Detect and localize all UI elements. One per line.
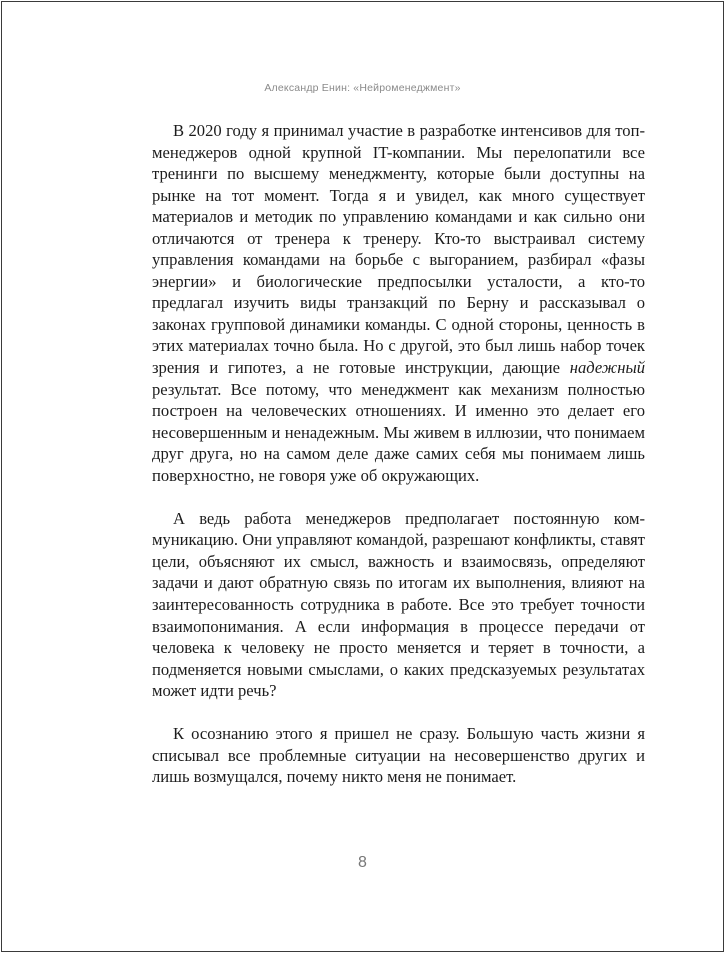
paragraph: А ведь работа менеджеров предполагает постоянную коммуникацию. Они управляют командой, разрешают конфликты, ставят цели, объясняют их смысл, важность и взаимосвязь, определяют задачи и дают обратную связь по итогам их выполнения, влияют на заинтересованность сотрудника в работе. Все это требует точности взаимопонимания. А если информация в процессе передачи от человека к человеку не просто меняется и теряет в точности, а подменяется новыми смыслами, о каких предсказуемых результатах может идти речь? — [152, 508, 645, 701]
book-page — [1, 1, 724, 952]
emphasis-text: надежный — [569, 358, 645, 378]
body-text — [152, 120, 645, 788]
paragraph-text: результат. Все потому, что менеджмент как механизм полностью построен на человеческих отношениях. И именно это делает его несовершенным и ненадежным. Мы живем в иллюзии, что понимаем друг друга, но на самом деле даже самих себя мы понимаем лишь поверхностно, не говоря уже об окружающих. — [152, 379, 645, 485]
paragraph: К осознанию этого я пришел не сразу. Большую часть жизни я списывал все проблемные ситуации на несовершенство других и лишь возмущался, почему никто меня не понимает. — [152, 724, 645, 787]
running-head: Александр Енин: «Нейроменеджмент» — [264, 82, 461, 94]
paragraph — [152, 120, 645, 486]
page-number: 8 — [358, 854, 367, 871]
paragraph-text: В 2020 году я принимал участие в разработке интенсивов для топ-менеджеров одной крупной IT-компании. Мы перелопатили все тренинги по высшему менеджменту, которые были доступны на рынке на тот момент. Тогда я и увидел, как много существует материалов и методик по управлению командами и как сильно они отличаются от тренера к тренеру. Кто-то выстраивал систему управления командами на борьбе с выгоранием, разбирал «фазы энергии» и биологические предпосылки усталости, а кто-то предлагал изучить виды транзакций по Берну и рассказывал о законах групповой динамики команды. С одной стороны, ценность в этих материалах точно была. Но с другой, это был лишь набор точек зрения и гипотез, а не готовые инструкции, дающие — [152, 121, 645, 378]
